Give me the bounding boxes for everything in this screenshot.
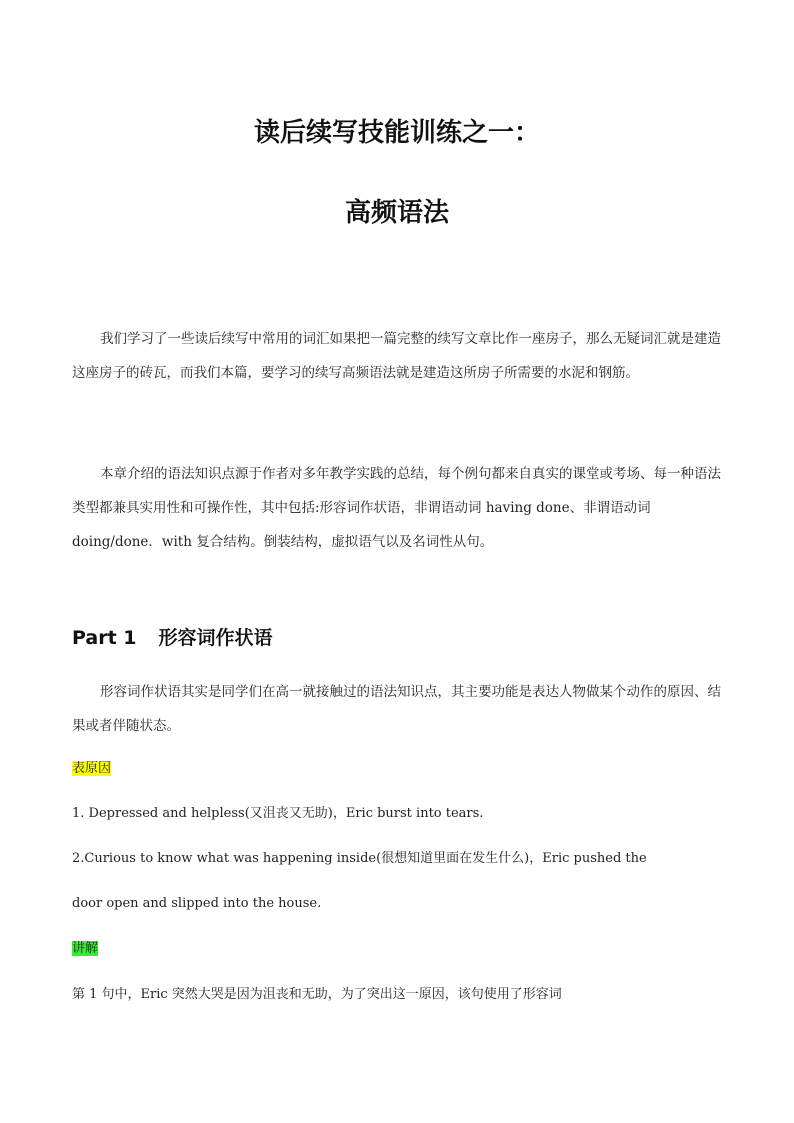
intro-paragraph-2: 本章介绍的语法知识点源于作者对多年教学实践的总结，每个例句都来自真实的课堂或考场、每一种语法类型都兼具实用性和可操作性，其中包括:形容词作状语，非谓语动词 having done、非谓语动词 doing/done．with 复合结构。倒装结构，虚拟语气以及名词性从句。 bbox=[72, 466, 721, 550]
label-explain bbox=[72, 939, 98, 959]
example-sentence-2-line-2: door open and slipped into the house. bbox=[72, 896, 322, 911]
example-sentence-1: 1. Depressed and helpless(又沮丧又无助)，Eric burst into tears. bbox=[72, 806, 484, 821]
example-sentence-2-line-1: 2.Curious to know what was happening inside(很想知道里面在发生什么)，Eric pushed the bbox=[72, 851, 647, 866]
part-number: Part 1 bbox=[72, 627, 137, 649]
document-subtitle: 高频语法 bbox=[344, 198, 449, 228]
highlight-cause: 表原因 bbox=[72, 761, 112, 776]
document-title: 读后续写技能训练之一： bbox=[253, 118, 540, 148]
intro-paragraph-1: 我们学习了一些读后续写中常用的词汇如果把一篇完整的续写文章比作一座房子，那么无疑词汇就是建造这座房子的砖瓦，而我们本篇，要学习的续写高频语法就是建造这所房子所需要的水泥和钢筋。 bbox=[72, 331, 721, 381]
section-heading-part-1 bbox=[72, 623, 273, 650]
label-cause bbox=[72, 759, 111, 779]
highlight-explain: 讲解 bbox=[72, 941, 99, 956]
part1-intro-paragraph: 形容词作状语其实是同学们在高一就接触过的语法知识点，其主要功能是表达人物做某个动作的原因、结果或者伴随状态。 bbox=[72, 684, 721, 734]
part-title: 形容词作状语 bbox=[158, 627, 273, 649]
explanation-text: 第 1 句中，Eric 突然大哭是因为沮丧和无助，为了突出这一原因，该句使用了形容词 bbox=[72, 987, 562, 1002]
